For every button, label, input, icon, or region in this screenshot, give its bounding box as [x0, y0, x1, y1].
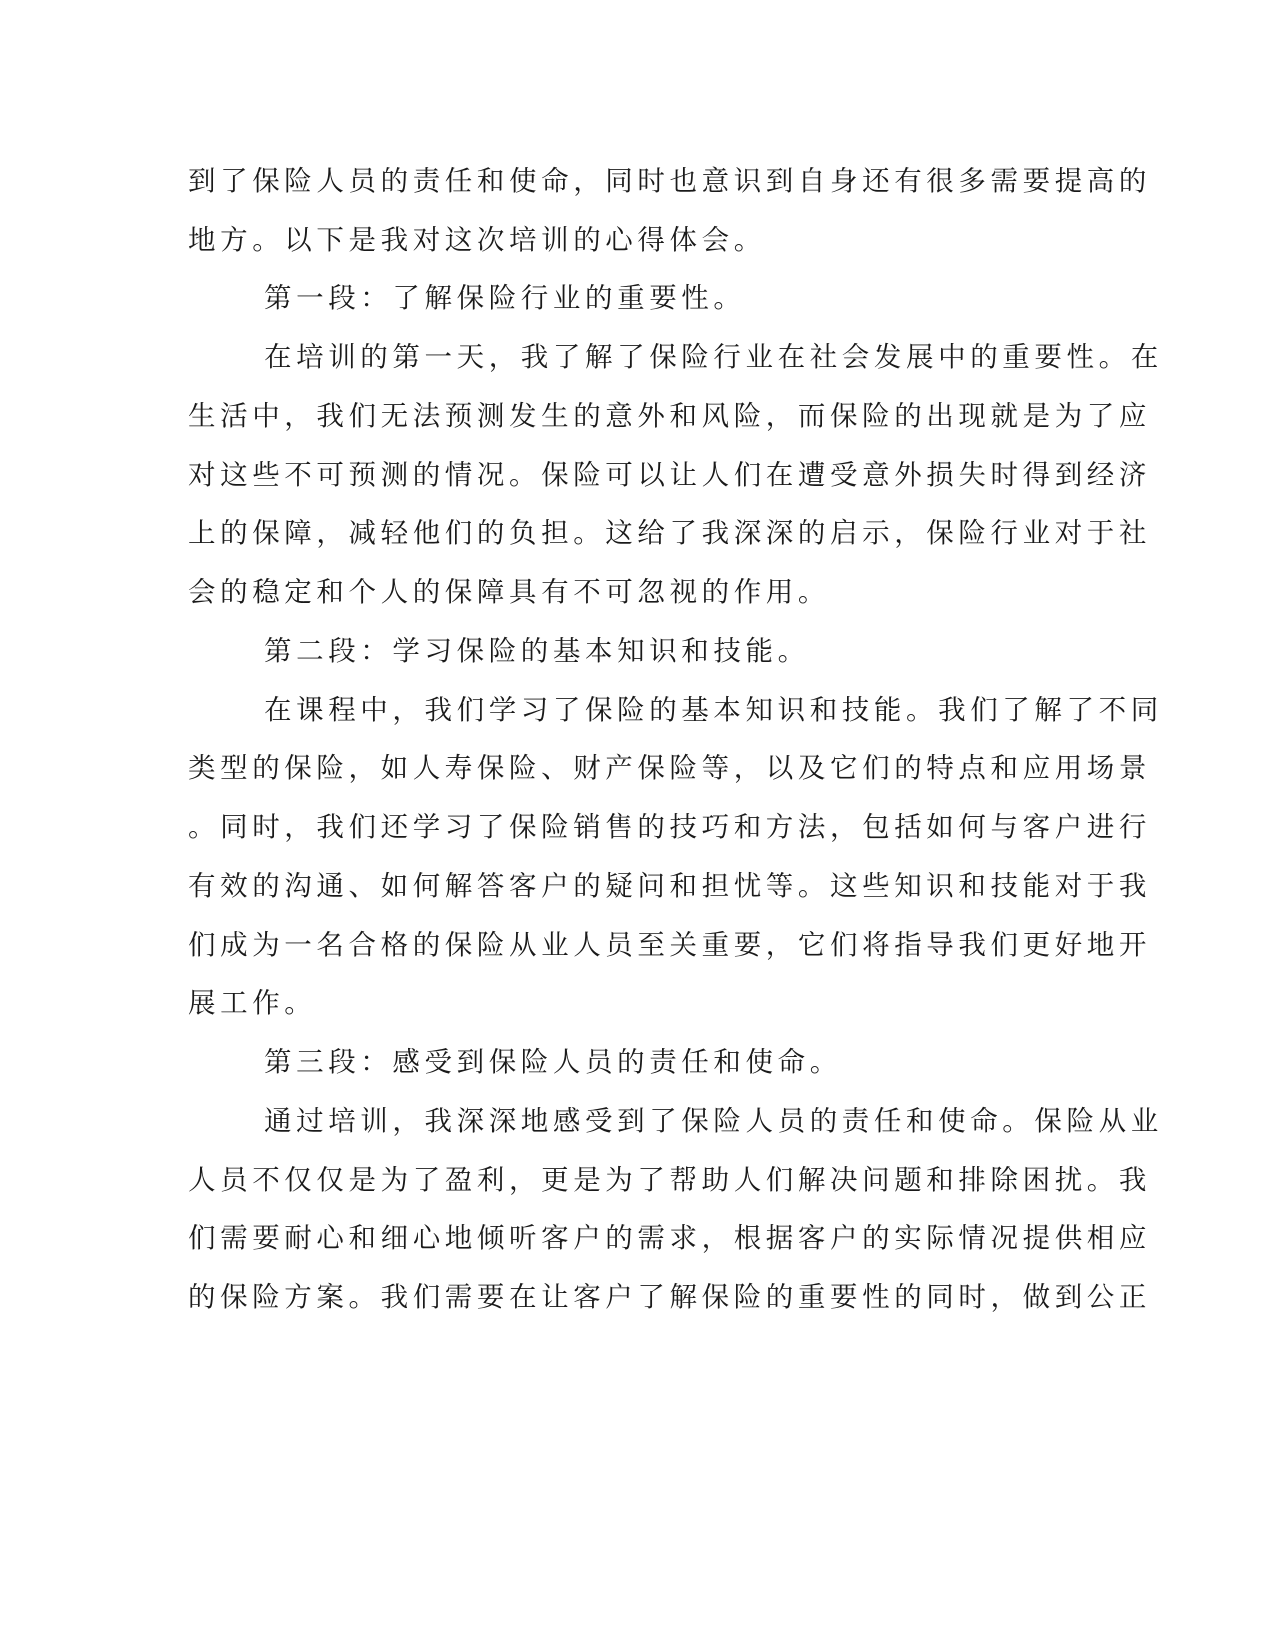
- section-heading: 第二段：学习保险的基本知识和技能。: [264, 635, 810, 667]
- text-line: 。同时，我们还学习了保险销售的技巧和方法，包括如何与客户进行: [188, 811, 1151, 843]
- text-line: 到了保险人员的责任和使命，同时也意识到自身还有很多需要提高的: [188, 165, 1151, 197]
- paragraph-first-line: 在课程中，我们学习了保险的基本知识和技能。我们了解了不同: [264, 694, 1163, 726]
- paragraph-first-line: 通过培训，我深深地感受到了保险人员的责任和使命。保险从业: [264, 1105, 1163, 1137]
- text-line: 对这些不可预测的情况。保险可以让人们在遭受意外损失时得到经济: [188, 459, 1151, 491]
- text-line: 会的稳定和个人的保障具有不可忽视的作用。: [188, 576, 830, 608]
- text-line: 上的保障，减轻他们的负担。这给了我深深的启示，保险行业对于社: [188, 517, 1151, 549]
- section-heading: 第三段：感受到保险人员的责任和使命。: [264, 1046, 842, 1078]
- text-line: 生活中，我们无法预测发生的意外和风险，而保险的出现就是为了应: [188, 400, 1151, 432]
- text-line: 地方。以下是我对这次培训的心得体会。: [188, 224, 766, 256]
- text-line: 们成为一名合格的保险从业人员至关重要，它们将指导我们更好地开: [188, 929, 1151, 961]
- text-line: 展工作。: [188, 987, 317, 1019]
- paragraph-first-line: 在培训的第一天，我了解了保险行业在社会发展中的重要性。在: [264, 341, 1163, 373]
- text-line: 有效的沟通、如何解答客户的疑问和担忧等。这些知识和技能对于我: [188, 870, 1151, 902]
- text-line: 人员不仅仅是为了盈利，更是为了帮助人们解决问题和排除困扰。我: [188, 1164, 1151, 1196]
- section-heading: 第一段：了解保险行业的重要性。: [264, 282, 746, 314]
- text-line: 类型的保险，如人寿保险、财产保险等，以及它们的特点和应用场景: [188, 752, 1151, 784]
- text-line: 们需要耐心和细心地倾听客户的需求，根据客户的实际情况提供相应: [188, 1222, 1151, 1254]
- text-line: 的保险方案。我们需要在让客户了解保险的重要性的同时，做到公正: [188, 1281, 1151, 1313]
